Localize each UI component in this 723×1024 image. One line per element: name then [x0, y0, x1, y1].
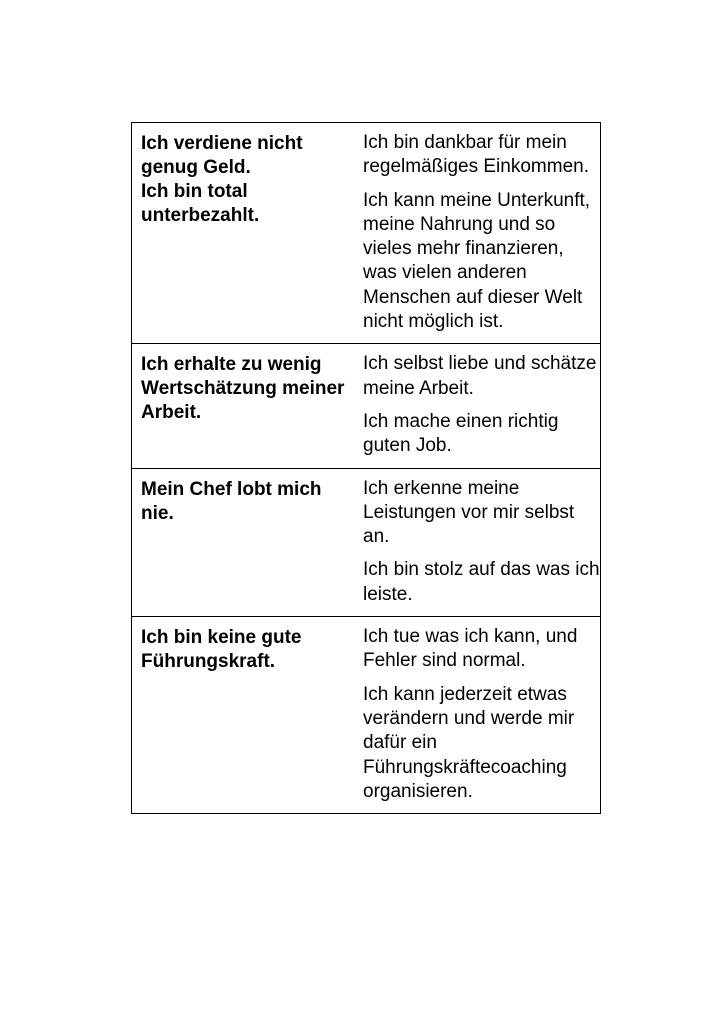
- positive-reframe-text: Ich selbst liebe und schätze meine Arbeit.: [363, 353, 597, 399]
- negative-belief-text: Ich erhalte zu wenig Wertschätzung meiner Arbeit.: [141, 354, 345, 424]
- negative-belief-cell: [132, 123, 354, 343]
- positive-reframe-cell: [354, 469, 600, 616]
- affirmation-table: [131, 122, 601, 814]
- negative-belief-cell: [132, 617, 354, 813]
- negative-belief-cell: [132, 469, 354, 616]
- positive-reframe-text: Ich kann jederzeit etwas verändern und werde mir dafür ein Führungskräftecoaching organisieren.: [363, 683, 575, 802]
- positive-reframe-text: Ich bin stolz auf das was ich leiste.: [363, 559, 600, 605]
- negative-belief-text: Ich verdiene nicht genug Geld.: [141, 133, 303, 178]
- positive-reframe-text: Ich mache einen richtig guten Job.: [363, 410, 559, 457]
- table-row: [132, 468, 600, 616]
- positive-reframe-text: Ich tue was ich kann, und Fehler sind normal.: [363, 626, 578, 672]
- positive-reframe-text: Ich kann meine Unterkunft, meine Nahrung und so vieles mehr finanzieren, was vielen anderen Menschen auf dieser Welt nicht möglich ist.: [363, 189, 591, 333]
- negative-belief-text: Ich bin keine gute Führungskraft.: [141, 627, 302, 673]
- table-row: [132, 123, 600, 343]
- table-row: [132, 343, 600, 467]
- positive-reframe-cell: [354, 344, 600, 467]
- positive-reframe-cell: [354, 123, 600, 343]
- positive-reframe-text: Ich erkenne meine Leistungen vor mir selbst an.: [363, 477, 575, 548]
- table-row: [132, 616, 600, 813]
- negative-belief-cell: [132, 344, 354, 467]
- negative-belief-text: Mein Chef lobt mich nie.: [141, 478, 322, 524]
- positive-reframe-text: Ich bin dankbar für mein regelmäßiges Einkommen.: [363, 132, 589, 178]
- negative-belief-text: Ich bin total unterbezahlt.: [141, 181, 260, 226]
- positive-reframe-cell: [354, 617, 600, 813]
